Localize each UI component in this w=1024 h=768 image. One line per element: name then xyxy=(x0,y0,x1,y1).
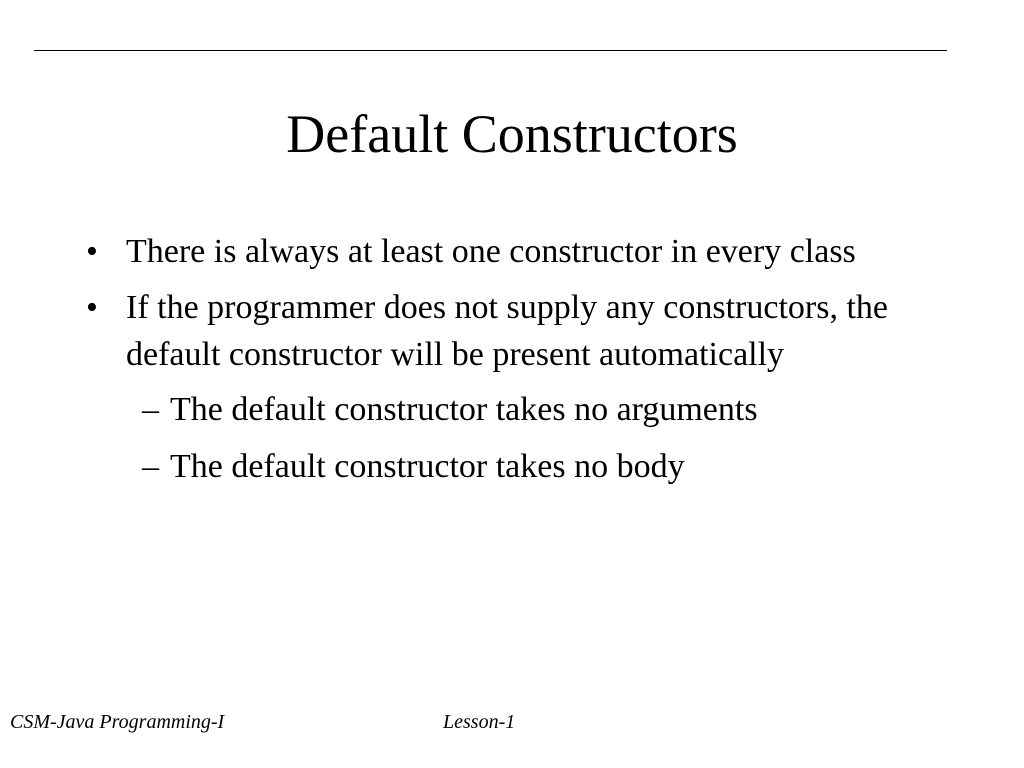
bullet-marker: • xyxy=(86,289,98,326)
bullet-list xyxy=(0,228,1024,500)
bullet-item xyxy=(0,228,1024,275)
slide-title: Default Constructors xyxy=(286,104,738,164)
sub-bullet-item xyxy=(0,443,924,490)
sub-bullet-item xyxy=(0,386,924,433)
top-divider-line xyxy=(34,50,947,51)
bullet-text: If the programmer does not supply any constructors, the default constructor will be present automatically xyxy=(126,289,888,373)
sub-bullet-text: The default constructor takes no body xyxy=(170,448,685,485)
footer-lesson-label: Lesson-1 xyxy=(443,711,516,733)
sub-bullet-list xyxy=(126,386,924,490)
sub-bullet-marker: – xyxy=(142,448,159,485)
bullet-item xyxy=(0,284,1024,490)
sub-bullet-text: The default constructor takes no arguments xyxy=(170,391,758,428)
sub-bullet-marker: – xyxy=(142,391,159,428)
bullet-marker: • xyxy=(86,233,98,270)
bullet-text: There is always at least one constructor in every class xyxy=(126,233,856,270)
footer-course-name: CSM-Java Programming-I xyxy=(10,711,225,733)
